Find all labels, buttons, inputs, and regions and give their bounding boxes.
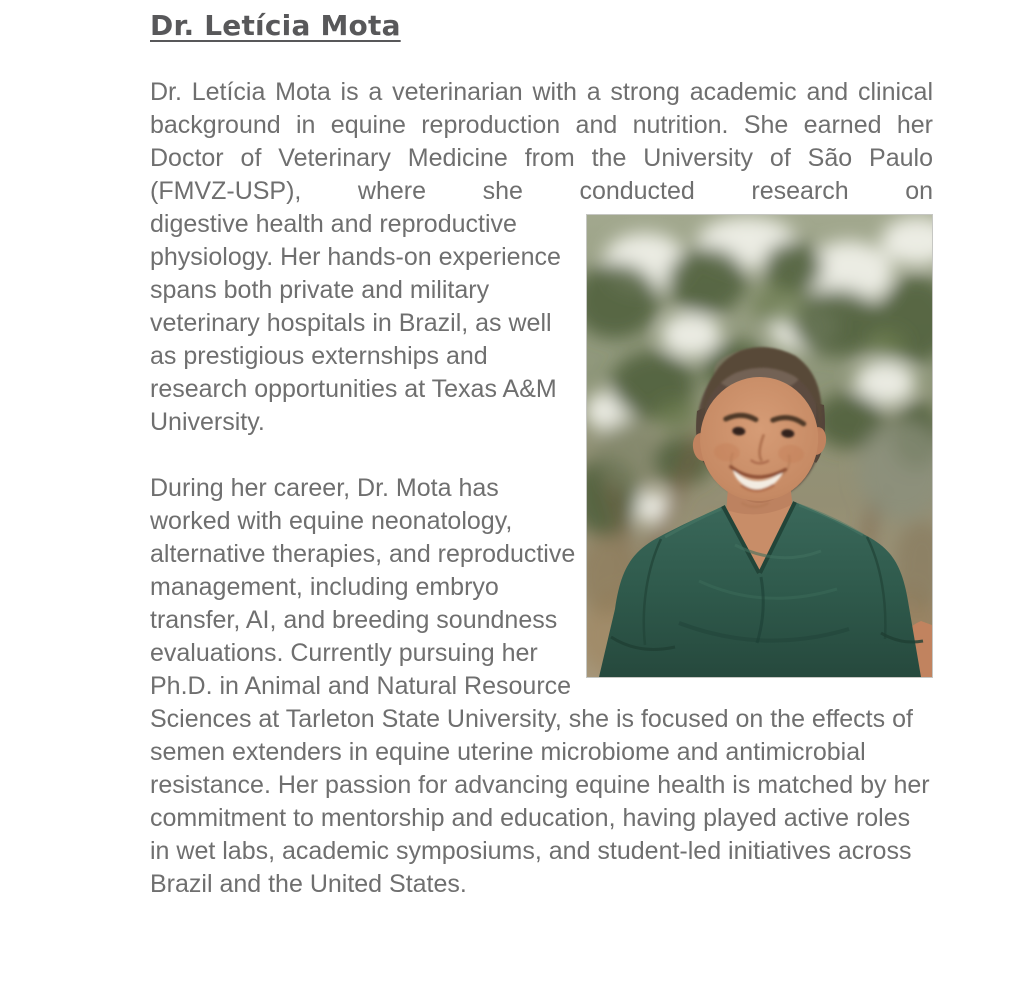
page-title: Dr. Letícia Mota xyxy=(150,9,401,42)
bio-paragraph-intro: Dr. Letícia Mota is a veterinarian with a strong academic and clinical background in equine reproduction and nutrition. She earned her Doctor of Veterinary Medicine from the University of São Paulo (FMVZ-USP), where she conducted research on xyxy=(150,78,933,205)
portrait-illustration xyxy=(587,215,932,677)
bio-wrap-block xyxy=(150,208,933,901)
bio-section xyxy=(150,0,933,901)
bio-paragraph-career: During her career, Dr. Mota has worked with equine neonatology, alternative therapies, and reproductive management, including embryo transfer, AI, and breeding soundness evaluations. Currently pursuing her Ph.D. in Animal and Natural Resource Sciences at Tarleton State University, she is focused on the effects of semen extenders in equine uterine microbiome and antimicrobial resistance. Her passion for advancing equine health is matched by her commitment to mentorship and education, having played active roles in wet labs, academic symposiums, and student-led initiatives across Brazil and the United States. xyxy=(150,474,930,898)
bio-paragraph-intro-continued: digestive health and reproductive physiology. Her hands-on experience spans both private and military veterinary hospitals in Brazil, as well as prestigious externships and research opportunities at Texas A&M University. xyxy=(150,210,561,436)
profile-photo xyxy=(586,214,933,678)
